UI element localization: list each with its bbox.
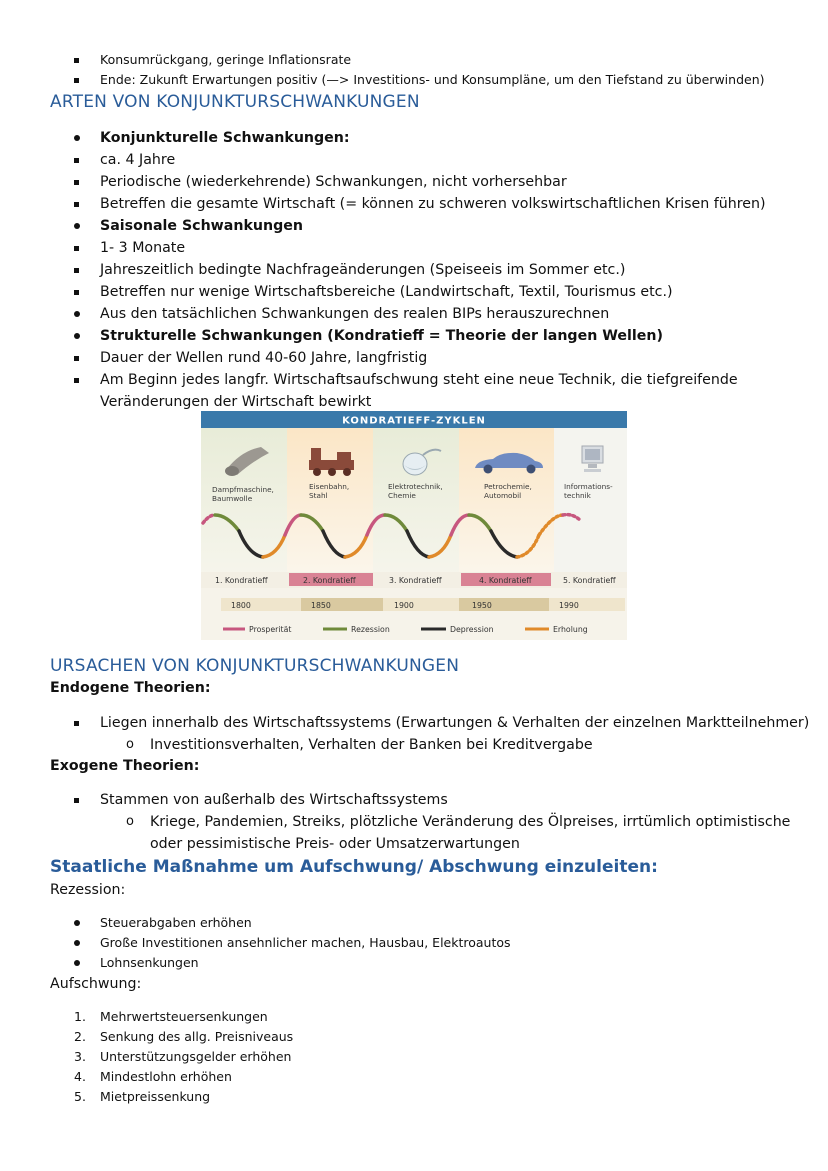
square-bullet-icon: [74, 58, 79, 63]
square-bullet-icon: [74, 798, 79, 803]
square-bullet-icon: [74, 356, 79, 361]
list-item: Strukturelle Schwankungen (Kondratieff = Theorie der langen Wellen): [0, 325, 828, 347]
tech-label-1-line1: Dampfmaschine,: [212, 485, 274, 494]
cycle-label-4: 4. Kondratieff: [479, 576, 532, 585]
cycle-label-2: 2. Kondratieff: [303, 576, 356, 585]
cycle-label-5: 5. Kondratieff: [563, 576, 616, 585]
round-bullet-icon: [74, 960, 80, 966]
list-item: 2. Senkung des allg. Preisniveaus: [74, 1029, 294, 1044]
aufschwung-list: [0, 1007, 828, 1107]
square-bullet-icon: [74, 268, 79, 273]
aufschwung-label: Aufschwung:: [50, 976, 142, 992]
list-item: ca. 4 Jahre: [0, 149, 828, 171]
list-item: 1- 3 Monate: [0, 237, 828, 259]
list-item: 4. Mindestlohn erhöhen: [74, 1069, 232, 1084]
sub-list-item: o Investitionsverhalten, Verhalten der Banken bei Kreditvergabe: [0, 734, 828, 756]
round-bullet-icon: [74, 333, 80, 339]
square-bullet-icon: [74, 158, 79, 163]
kondratieff-svg: [201, 411, 627, 640]
sub-list-item-continuation: oder pessimistische Preis- oder Umsatzerwartungen: [150, 836, 520, 852]
list-item: Periodische (wiederkehrende) Schwankungen, nicht vorhersehbar: [0, 171, 828, 193]
list-item: 1. Mehrwertsteuersenkungen: [74, 1009, 268, 1024]
tech-label-3-line2: Chemie: [388, 491, 416, 500]
top-bullet-list: [0, 50, 828, 90]
round-bullet-icon: [74, 223, 80, 229]
circle-bullet-icon: o: [126, 814, 134, 829]
tech-label-4-line1: Petrochemie,: [484, 482, 532, 491]
list-item: 3. Unterstützungsgelder erhöhen: [74, 1049, 292, 1064]
square-bullet-icon: [74, 290, 79, 295]
legend-label-prosperitaet: Prosperität: [249, 625, 292, 634]
square-bullet-icon: [74, 202, 79, 207]
section-heading-arten: ARTEN VON KONJUNKTURSCHWANKUNGEN: [50, 92, 420, 112]
square-bullet-icon: [74, 378, 79, 383]
section-heading-massnahmen: Staatliche Maßnahme um Aufschwung/ Abschwung einzuleiten:: [50, 857, 658, 877]
list-item: Betreffen die gesamte Wirtschaft (= können zu schweren volkswirtschaftlichen Krisen führen): [0, 193, 828, 215]
tech-label-1-line2: Baumwolle: [212, 494, 253, 503]
column-bg-2: [287, 428, 373, 578]
list-item: Große Investitionen ansehnlicher machen, Hausbau, Elektroautos: [0, 933, 828, 953]
legend-label-erholung: Erholung: [553, 625, 588, 634]
list-item: Ende: Zukunft Erwartungen positiv (—> Investitions- und Konsumpläne, um den Tiefstand zu überwinden): [0, 70, 828, 90]
exogen-title: Exogene Theorien:: [50, 758, 200, 774]
tech-label-4-line2: Automobil: [484, 491, 522, 500]
list-item: Am Beginn jedes langfr. Wirtschaftsaufschwung steht eine neue Technik, die tiefgreifende: [0, 369, 828, 391]
circle-bullet-icon: o: [126, 737, 134, 752]
square-bullet-icon: [74, 721, 79, 726]
year-label-1800: 1800: [231, 601, 251, 610]
list-item: Liegen innerhalb des Wirtschaftssystems (Erwartungen & Verhalten der einzelnen Marktteilnehmer): [0, 712, 828, 734]
cycle-label-3: 3. Kondratieff: [389, 576, 442, 585]
list-item: 5. Mietpreissenkung: [74, 1089, 211, 1104]
tech-label-2-line1: Eisenbahn,: [309, 482, 350, 491]
column-bg-1: [201, 428, 287, 578]
year-label-1900: 1900: [394, 601, 414, 610]
tech-label-3-line1: Elektrotechnik,: [388, 482, 443, 491]
square-bullet-icon: [74, 180, 79, 185]
list-item: Lohnsenkungen: [0, 953, 828, 973]
list-item: Saisonale Schwankungen: [0, 215, 828, 237]
kondratieff-figure: [201, 411, 627, 640]
figure-legend: [223, 625, 588, 634]
cycle-label-1: 1. Kondratieff: [215, 576, 268, 585]
column-bg-3: [373, 428, 459, 578]
square-bullet-icon: [74, 78, 79, 83]
sub-list-item: o Kriege, Pandemien, Streiks, plötzliche Veränderung des Ölpreises, irrtümlich optimistische: [0, 811, 828, 833]
list-item: Konsumrückgang, geringe Inflationsrate: [0, 50, 828, 70]
arten-list: [0, 127, 828, 413]
figure-title: KONDRATIEFF-ZYKLEN: [342, 415, 486, 427]
square-bullet-icon: [74, 246, 79, 251]
legend-label-rezession: Rezession: [351, 625, 390, 634]
year-label-1950: 1950: [472, 601, 492, 610]
endogen-title: Endogene Theorien:: [50, 680, 211, 696]
list-item-continuation: Veränderungen der Wirtschaft bewirkt: [100, 394, 372, 410]
round-bullet-icon: [74, 940, 80, 946]
endogen-list: [0, 712, 828, 756]
round-bullet-icon: [74, 311, 80, 317]
tech-label-2-line2: Stahl: [309, 491, 328, 500]
legend-label-depression: Depression: [450, 625, 494, 634]
list-item: Stammen von außerhalb des Wirtschaftssystems: [0, 789, 828, 811]
round-bullet-icon: [74, 920, 80, 926]
year-label-1850: 1850: [311, 601, 331, 610]
section-heading-ursachen: URSACHEN VON KONJUNKTURSCHWANKUNGEN: [50, 656, 460, 676]
list-item: Jahreszeitlich bedingte Nachfrageänderungen (Speiseeis im Sommer etc.): [0, 259, 828, 281]
tech-label-5-line2: technik: [564, 491, 591, 500]
tech-label-5-line1: Informations-: [564, 482, 613, 491]
rezession-list: [0, 913, 828, 973]
list-item: Konjunkturelle Schwankungen:: [0, 127, 828, 149]
rezession-label: Rezession:: [50, 882, 126, 898]
round-bullet-icon: [74, 135, 80, 141]
list-item: Dauer der Wellen rund 40-60 Jahre, langfristig: [0, 347, 828, 369]
year-label-1990: 1990: [559, 601, 579, 610]
list-item: Betreffen nur wenige Wirtschaftsbereiche (Landwirtschaft, Textil, Tourismus etc.): [0, 281, 828, 303]
column-bg-4: [459, 428, 554, 578]
list-item: Steuerabgaben erhöhen: [0, 913, 828, 933]
list-item: Aus den tatsächlichen Schwankungen des realen BIPs herauszurechnen: [0, 303, 828, 325]
exogen-list: [0, 789, 828, 855]
